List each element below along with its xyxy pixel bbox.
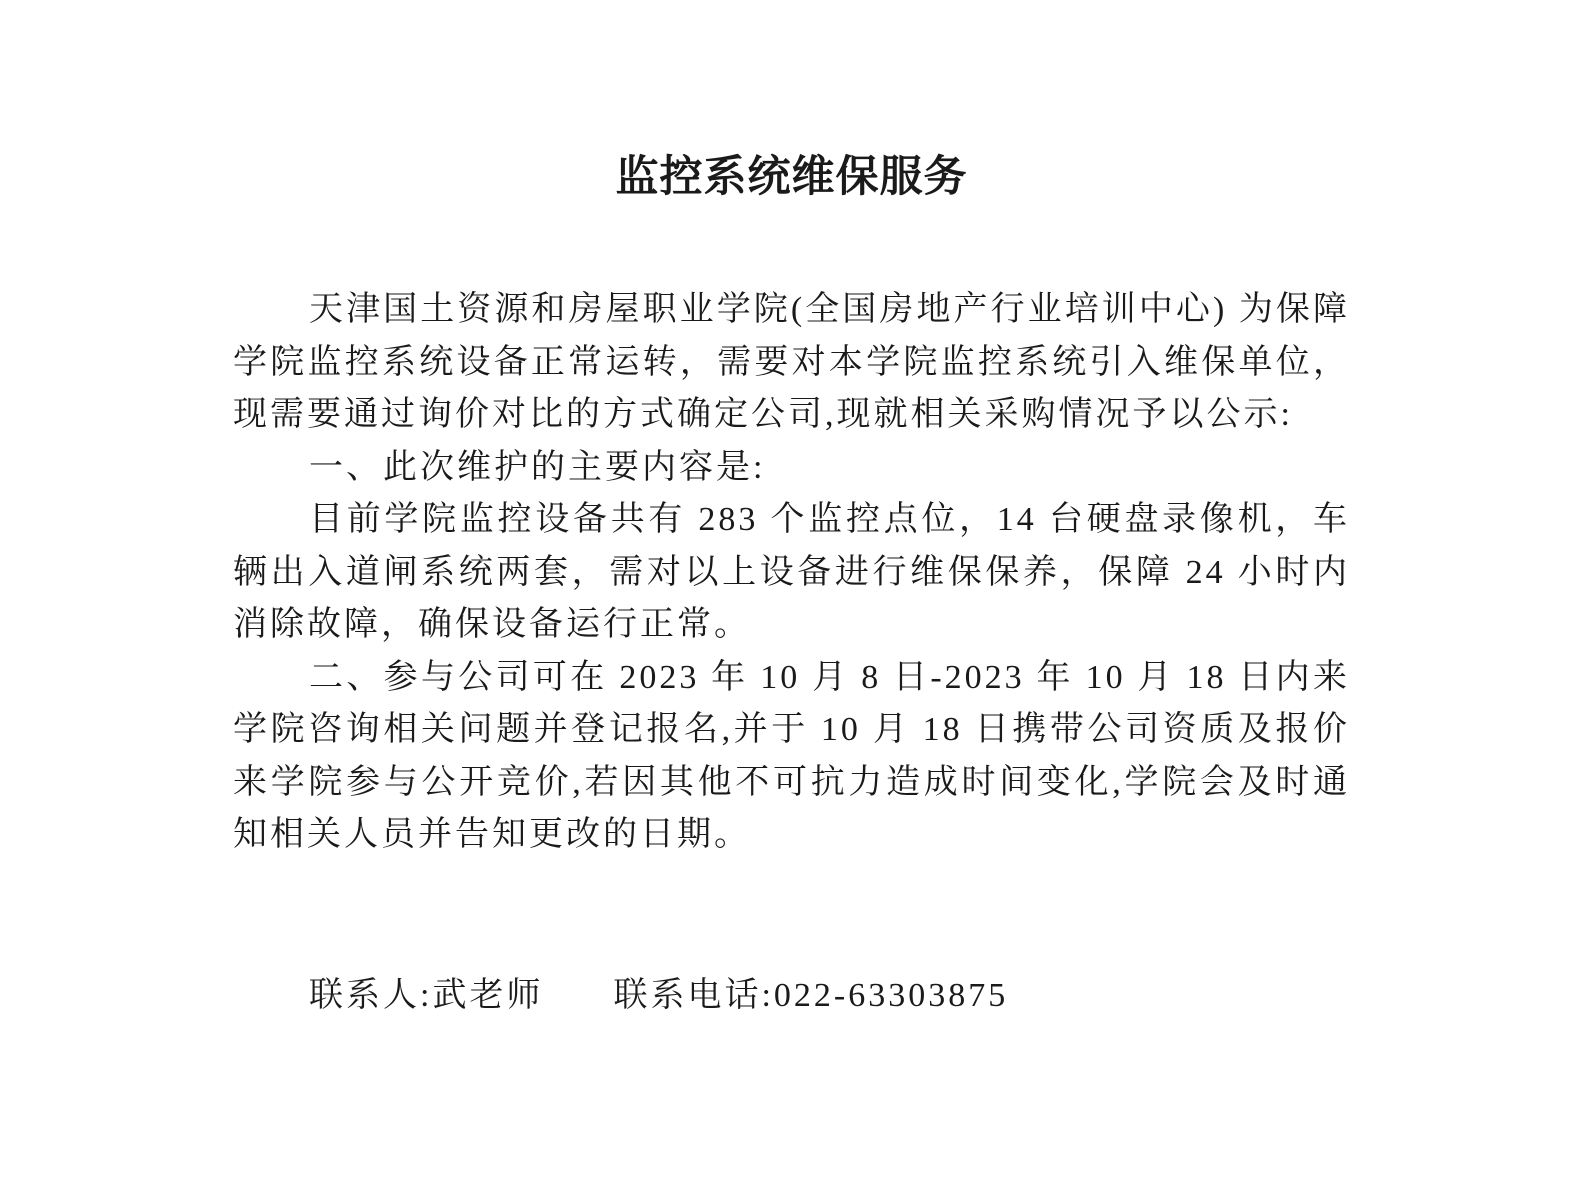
section-2-content: 二、参与公司可在 2023 年 10 月 8 日-2023 年 10 月 18 日内来学院咨询相关问题并登记报名,并于 10 月 18 日携带公司资质及报价来学院参与公开竞价,若因其他不可抗力造成时间变化,学院会及时通知相关人员并告知更改的日期。 bbox=[233, 658, 1350, 853]
intro-paragraph: 天津国土资源和房屋职业学院(全国房地产行业培训中心) 为保障学院监控系统设备正常运转，需要对本学院监控系统引入维保单位，现需要通过询价对比的方式确定公司,现就相关采购情况予以公示: bbox=[233, 291, 1350, 433]
contact-line bbox=[233, 970, 1350, 1023]
contact-phone: 联系电话:022-63303875 bbox=[613, 976, 1009, 1014]
document-title: 监控系统维保服务 bbox=[615, 154, 968, 201]
section-1-content: 目前学院监控设备共有 283 个监控点位，14 台硬盘录像机，车辆出入道闸系统两套，需对以上设备进行维保保养，保障 24 小时内消除故障，确保设备运行正常。 bbox=[233, 501, 1350, 643]
section-1-heading: 一、此次维护的主要内容是: bbox=[309, 448, 766, 486]
contact-person: 联系人:武老师 bbox=[309, 976, 544, 1014]
document-page bbox=[233, 148, 1350, 1022]
